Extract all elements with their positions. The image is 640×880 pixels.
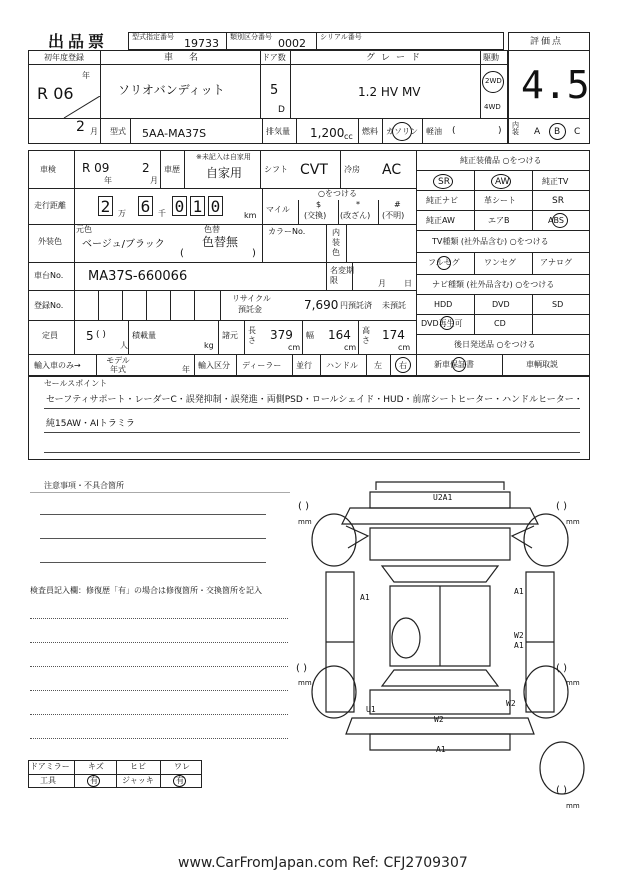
meter-swap-mark: $ — [316, 200, 322, 209]
history-label: 車歴 — [164, 165, 180, 174]
color-change: 色替無 — [202, 235, 239, 249]
length-cm-unit: cm — [288, 343, 301, 352]
acc-scratch: キズ — [88, 762, 104, 771]
diesel-label: 軽油 — [426, 127, 442, 136]
equip-genuine-aw: 純正AW — [426, 216, 455, 225]
cooling-label: 冷房 — [344, 165, 360, 174]
navi-dvd-playable: DVD再生可 — [421, 319, 463, 328]
drive-label: 駆動 — [483, 53, 499, 62]
recycle-fee: 7,690 — [304, 298, 339, 312]
meter-mark-note: ○をつける — [318, 189, 357, 198]
mileage-label: 走行距離 — [34, 201, 66, 210]
navi-hdd: HDD — [434, 300, 453, 309]
diagram-bottom-a1: A1 — [436, 745, 446, 754]
reg-no-label: 登録No. — [34, 301, 64, 310]
diesel-paren-close: ) — [498, 126, 502, 136]
post-ship-title: 後日発送品 ○をつける — [454, 340, 536, 349]
height-cm-unit: cm — [398, 343, 411, 352]
recycle-label: リサイクル — [232, 294, 271, 303]
mileage-digit-3: 0 — [172, 196, 187, 216]
fuel-circle — [392, 122, 412, 141]
inspection-year: R 09 — [82, 161, 110, 175]
diagram-left-u1: U1 — [366, 705, 376, 714]
km-unit: km — [244, 211, 257, 220]
navi-dvd: DVD — [492, 300, 510, 309]
serial-number-label: シリアル番号 — [320, 33, 362, 41]
kg-unit: kg — [204, 341, 214, 350]
tv-full-seg-circle — [437, 256, 451, 270]
mileage-digit-4: 1 — [190, 196, 205, 216]
sales-points-box — [28, 376, 590, 460]
model-year-label: モデル年式 — [106, 356, 130, 374]
acc-tools: 工具 — [40, 776, 56, 785]
acc-crack: ヒビ — [130, 762, 146, 771]
equip-abs-circle — [552, 213, 568, 228]
car-damage-diagram — [290, 478, 610, 818]
interior-a: A — [534, 127, 541, 137]
first-reg-label: 初年度登録 — [44, 53, 84, 62]
door-suffix: D — [278, 105, 285, 115]
equip-abs: ABS — [548, 216, 564, 225]
score-label: 評価点 — [530, 37, 564, 47]
interior-color-label: 内装色 — [332, 228, 340, 257]
class-number: 0002 — [278, 37, 306, 50]
vehicle-history: 自家用 — [206, 166, 243, 180]
post-warranty-circle — [452, 357, 466, 372]
chassis-label: 車台No. — [34, 271, 64, 280]
import-dealer: ディーラー — [242, 361, 282, 370]
class-number-label: 類別区分番号 — [230, 33, 272, 41]
equip-leather: 革シート — [484, 196, 516, 205]
grade-label: グレード — [366, 53, 427, 63]
length-label: 長さ — [248, 326, 256, 345]
capacity-paren: ( ) — [96, 330, 106, 340]
caution-label: 注意事項・不具合箇所 — [44, 481, 124, 490]
diagram-mm-rear-right: mm — [566, 679, 580, 687]
acc-door-mirror: ドアミラー — [30, 762, 70, 771]
diagram-right-w2b: W2 — [506, 699, 516, 708]
equipment-title: 純正装備品 ○をつける — [460, 156, 542, 165]
inspection-label: 車検 — [40, 165, 56, 174]
equip-aw-circle — [491, 174, 511, 189]
shift-label: シフト — [264, 165, 288, 174]
recycle-unpaid: 未預託 — [382, 301, 406, 310]
handle-right-circle — [395, 357, 411, 373]
history-note: ※未記入は自家用 — [196, 153, 251, 161]
tv-one-seg: ワンセグ — [484, 258, 516, 267]
spec-label: 諸元 — [222, 331, 238, 340]
post-manual: 車輌取説 — [526, 360, 558, 369]
passenger-capacity: 5 — [86, 329, 94, 343]
diagram-mm-rear-left: mm — [298, 679, 312, 687]
model-cert-label: 型式指定番号 — [132, 33, 174, 41]
height-label: 高さ — [362, 326, 370, 345]
import-parallel: 並行 — [296, 361, 312, 370]
door-count: 5 — [270, 83, 279, 98]
diagram-mm-spare: mm — [566, 802, 580, 810]
name-change-day-unit: 日 — [404, 279, 412, 288]
equip-sr: SR — [438, 177, 450, 187]
width-label: 幅 — [306, 331, 314, 340]
first-reg-month: 2 — [76, 119, 85, 135]
car-name: ソリオバンディット — [118, 83, 225, 97]
meter-tamper-mark: * — [356, 200, 360, 209]
import-only-label: 輸入車のみ→ — [34, 361, 81, 370]
color-change-label: 色替 — [204, 225, 220, 234]
diagram-rear-w2: W2 — [434, 715, 444, 724]
model-year-unit: 年 — [182, 365, 190, 374]
displacement: 1,200 — [310, 126, 345, 140]
inspection-year-unit: 年 — [104, 176, 112, 185]
footer-reference: www.CarFromJapan.com Ref: CFJ2709307 — [178, 855, 468, 871]
import-type-label: 輸入区分 — [198, 361, 230, 370]
equip-genuine-tv: 純正TV — [542, 177, 569, 186]
model-cert-number: 19733 — [184, 37, 219, 50]
fuel-label: 燃料 — [362, 127, 378, 136]
sales-points-line2: 純15AW・AIトラミラ — [46, 419, 135, 429]
acc-split: ワレ — [174, 762, 190, 771]
inspection-month: 2 — [142, 161, 150, 175]
sales-points-label: セールスポイント — [44, 379, 108, 388]
meter-unknown-mark: # — [394, 200, 401, 209]
navi-dvd-playable-circle — [440, 316, 454, 330]
mileage-sen-unit: 千 — [158, 209, 166, 218]
mileage-digit-2: 6 — [138, 196, 153, 216]
meter-mile-label: マイル — [266, 205, 290, 214]
transmission: CVT — [300, 162, 328, 178]
diagram-bracket-front-left: ( ) — [298, 501, 309, 512]
cc-unit: cc — [344, 132, 353, 141]
equip-aw: AW — [495, 177, 510, 187]
displacement-label: 排気量 — [266, 127, 290, 136]
doors-label: ドア数 — [262, 53, 286, 62]
load-capacity-label: 積載量 — [132, 331, 156, 340]
diagram-bracket-spare: ( ) — [556, 785, 567, 796]
first-reg-year: R 06 — [37, 84, 74, 103]
inspector-note-label: 検査員記入欄：修復歴「有」の場合は修復箇所・交換箇所を記入 — [30, 586, 262, 595]
recycle-deposit-label: 預託金 — [238, 305, 262, 314]
interior-b: B — [554, 127, 561, 137]
evaluation-score: 4.5 — [521, 63, 590, 107]
interior-label: 内装 — [512, 121, 519, 136]
vehicle-length: 379 — [270, 328, 293, 342]
diagram-right-w2-a1: A1 — [514, 641, 524, 650]
car-name-label: 車名 — [164, 53, 215, 63]
name-change-label: 名変期限 — [330, 266, 354, 285]
diagram-mm-front-left: mm — [298, 518, 312, 526]
tv-analog: アナログ — [540, 258, 572, 267]
fuel-gasoline: ガソリン — [386, 127, 418, 136]
equip-sr-circle — [433, 174, 453, 189]
post-warranty: 新車保証書 — [434, 360, 474, 369]
equip-airbag: エアB — [488, 216, 510, 225]
acc-jack-yes: 有 — [176, 776, 184, 785]
diesel-paren-open: ( — [452, 126, 456, 136]
navi-cd: CD — [494, 319, 506, 328]
meter-swap-note: (交換) — [304, 211, 327, 220]
capacity-label: 定員 — [42, 331, 58, 340]
ext-color-label: 外装色 — [38, 237, 62, 246]
diagram-mm-front-right: mm — [566, 518, 580, 526]
tv-type-title: TV種類 (社外品含む) ○をつける — [432, 237, 549, 246]
handle-left: 左 — [374, 361, 382, 370]
mileage-digit-1: 2 — [98, 196, 113, 216]
color-paren-open: ( — [180, 248, 184, 259]
diagram-top-label: U2A1 — [433, 493, 453, 502]
diagram-right-a1: A1 — [514, 587, 524, 596]
model-label: 型式 — [110, 127, 126, 136]
diagram-right-w2: W2 — [514, 631, 524, 640]
acc-tools-yes: 有 — [90, 776, 98, 785]
person-unit: 人 — [120, 341, 128, 350]
drive-2wd: 2WD — [485, 77, 502, 85]
handle-right: 右 — [399, 361, 407, 370]
width-cm-unit: cm — [344, 343, 357, 352]
interior-b-circle — [549, 123, 566, 140]
sales-points-line1: セーフティサポート・レーダーC・誤発抑制・誤発進・両側PSD・ロールシェイド・HUD・前席シートヒーター・ハンドルヒーター・ — [46, 395, 583, 405]
sheet-title: 出品票 — [48, 32, 109, 51]
color-paren-close: ) — [252, 248, 256, 259]
mileage-digit-5: 0 — [208, 196, 223, 216]
equip-genuine-nav: 純正ナビ — [426, 196, 458, 205]
tv-full-seg: フルセグ — [428, 258, 460, 267]
handle-label: ハンドル — [326, 361, 358, 370]
acc-jack-yes-circle — [173, 775, 186, 787]
first-reg-year-unit: 年 — [82, 71, 90, 80]
recycle-deposited: 円預託済 — [340, 301, 372, 310]
chassis-number: MA37S-660066 — [88, 269, 188, 284]
navi-sd: SD — [552, 300, 564, 309]
equip-sunroof-sr: SR — [552, 196, 564, 206]
drive-4wd: 4WD — [484, 103, 501, 111]
meter-tamper-note: (改ざん) — [340, 211, 371, 220]
navi-type-title: ナビ種類 (社外品含む) ○をつける — [432, 280, 555, 289]
grade: 1.2 HV MV — [358, 85, 421, 99]
inspection-month-unit: 月 — [150, 176, 158, 185]
model-code: 5AA-MA37S — [142, 127, 207, 140]
vehicle-width: 164 — [328, 328, 351, 342]
air-conditioning: AC — [382, 162, 402, 178]
vehicle-height: 174 — [382, 328, 405, 342]
acc-jack: ジャッキ — [122, 776, 154, 785]
exterior-color: ベージュ/ブラック — [82, 239, 165, 250]
diagram-bracket-front-right: ( ) — [556, 501, 567, 512]
interior-c: C — [574, 127, 581, 137]
diagram-left-a1: A1 — [360, 593, 370, 602]
meter-unknown-note: (不明) — [382, 211, 405, 220]
first-reg-month-unit: 月 — [90, 127, 98, 136]
name-change-month-unit: 月 — [378, 279, 386, 288]
first-reg-diagonal — [30, 96, 100, 118]
color-no-label: カラーNo. — [268, 227, 306, 236]
diagram-bracket-rear-left: ( ) — [296, 663, 307, 674]
diagram-bracket-rear-right: ( ) — [556, 663, 567, 674]
mileage-man-unit: 万 — [118, 209, 126, 218]
acc-tools-yes-circle — [87, 775, 100, 787]
orig-color-label: 元色 — [76, 225, 92, 234]
